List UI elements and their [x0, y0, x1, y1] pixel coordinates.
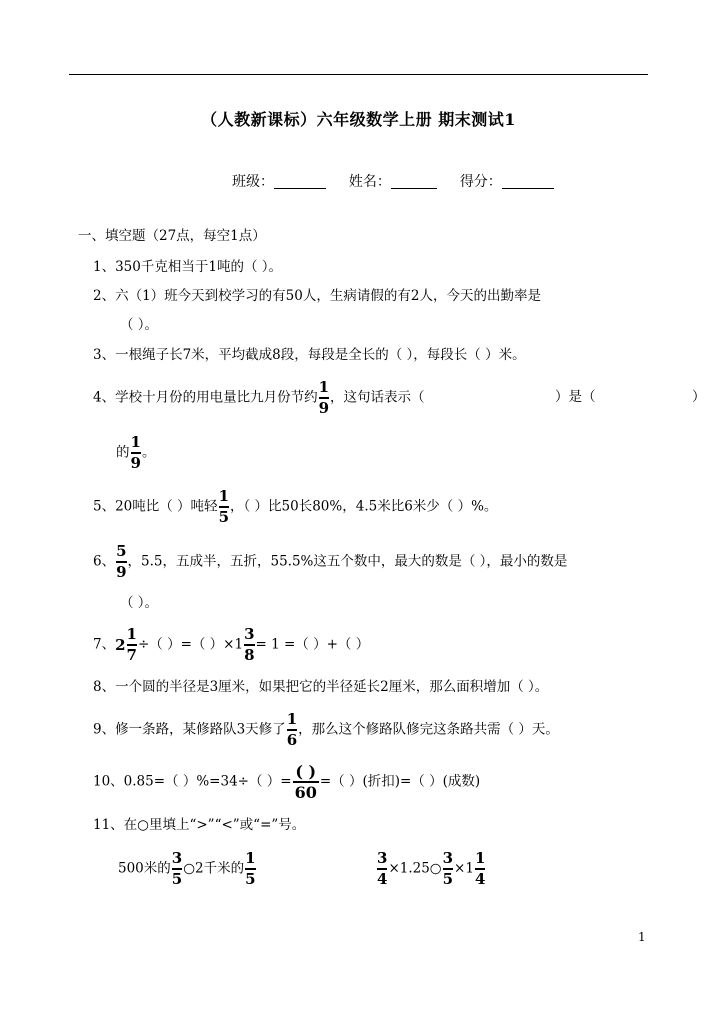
question-9 [93, 711, 559, 749]
q4-text: 4、学校十月份的用电量比九月份节约 [93, 389, 318, 406]
q11a-text-2: ○2千米的 [183, 860, 245, 877]
fraction: $\frac{1}{9}$ [318, 378, 330, 417]
name-blank[interactable] [391, 174, 437, 189]
class-label: 班级： [232, 174, 274, 190]
class-blank[interactable] [274, 174, 326, 189]
q11a-text: 500米的 [118, 860, 171, 877]
question-2-line1: 2、六（1）班今天到校学习的有50人，生病请假的有2人，今天的出勤率是 [93, 288, 541, 304]
q10-text: 10、0.85=（ ）%=34÷（ ）= [93, 773, 292, 790]
q5-text-2: ，（ ）比50长80%，4.5米比6米少（ ）%。 [230, 498, 498, 515]
question-2-line2: （ ）。 [120, 317, 159, 333]
question-4-line2 [116, 434, 155, 472]
comparison-a [118, 850, 257, 888]
q4-text-3: 的 [116, 444, 130, 461]
question-7 [93, 626, 369, 664]
question-6-line2: （ ）。 [120, 595, 159, 611]
q11b-text-2: ×1 [454, 860, 474, 877]
q7-text: 7、 [93, 636, 116, 653]
q6-text-2: ，5.5，五成半，五折，55.5%这五个数中，最大的数是（ ），最小的数是 [127, 553, 568, 570]
question-4-end: ） [692, 389, 706, 405]
q10-text-2: =（ ）(折扣)=（ ）(成数) [319, 773, 481, 790]
comparison-b [376, 850, 486, 888]
question-8: 8、一个圆的半径是3厘米，如果把它的半径延长2厘米，那么面积增加（ ）。 [93, 679, 549, 695]
fraction: $\frac{1}{5}$ [218, 487, 229, 526]
q6-text: 6、 [93, 553, 116, 570]
question-1: 1、350千克相当于1吨的（ ）。 [93, 259, 282, 275]
score-label: 得分： [459, 174, 502, 190]
fraction: $\frac{1}{5}$ [245, 849, 256, 888]
question-4-line1 [93, 379, 425, 417]
header-rule [69, 74, 648, 75]
fraction: $\frac{3}{8}$ [244, 625, 255, 664]
fraction: $\frac{1}{9}$ [130, 433, 141, 472]
name-label: 姓名： [348, 174, 391, 190]
question-10 [93, 763, 480, 801]
question-11: 11、在○里填上“>”“<”或“=”号。 [93, 817, 306, 833]
q7-text-2: ÷（ ）=（ ）×1 [137, 636, 244, 653]
q7-whole: 2 [115, 636, 126, 654]
question-4-mid: ）是（ [555, 389, 596, 405]
question-5 [93, 488, 497, 526]
score-blank[interactable] [502, 174, 554, 189]
fraction: $\frac{1}{4}$ [474, 849, 486, 888]
question-6 [93, 543, 567, 581]
fraction: $\frac{( )}{60}$ [294, 762, 317, 802]
fraction: $\frac{1}{6}$ [286, 710, 298, 749]
fraction: $\frac{3}{5}$ [442, 849, 454, 888]
fraction: $\frac{1}{7}$ [126, 625, 137, 664]
page-title: （人教新课标）六年级数学上册 期末测试1 [201, 110, 516, 129]
q11b-text: ×1.25○ [388, 860, 442, 877]
fraction: $\frac{3}{4}$ [377, 849, 388, 888]
q9-text: 9、修一条路，某修路队3天修了 [93, 721, 286, 738]
student-info-line [232, 171, 554, 191]
q5-text: 5、20吨比（ ）吨轻 [93, 498, 218, 515]
question-3: 3、一根绳子长7米，平均截成8段，每段是全长的（ ），每段长（ ）米。 [93, 347, 526, 363]
fraction: $\frac{3}{5}$ [171, 849, 183, 888]
q9-text-2: ，那么这个修路队修完这条路共需（ ）天。 [298, 721, 559, 738]
q4-text-2: ，这句话表示（ [330, 389, 425, 406]
section-heading: 一、填空题（27点，每空1点） [78, 228, 266, 244]
q4-text-4: 。 [141, 444, 156, 461]
page-number: 1 [638, 930, 646, 944]
fraction: $\frac{5}{9}$ [116, 542, 127, 581]
q7-text-3: = 1 =（ ）+（ ） [255, 636, 370, 653]
